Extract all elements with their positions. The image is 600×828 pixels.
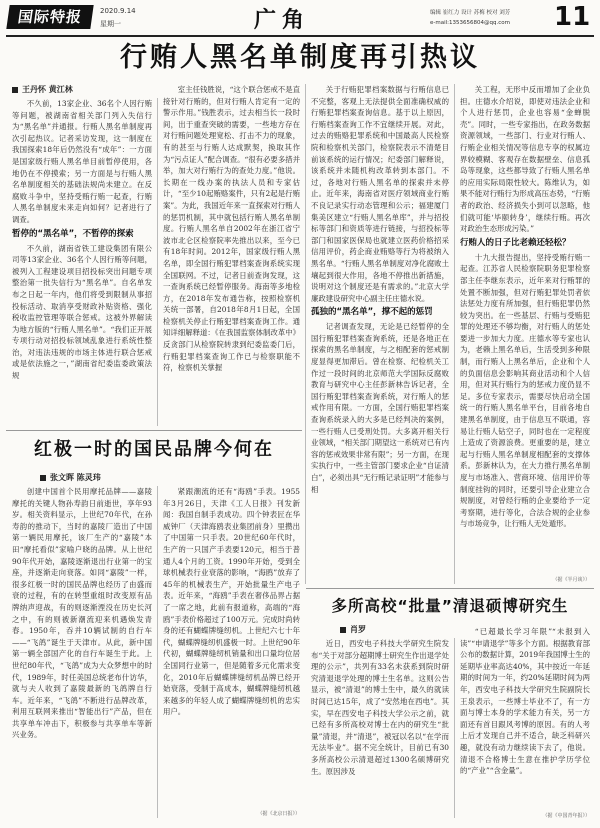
article3-col2-body: “已超最长学习年限”“未报到入读”“申请退学”等多个方面。根据教育部公布的数据计算，2019年我国博士生的延期毕业率高达40%，其中按近一年延期的时间为一年，约20%延期时间为两年，西安电子科技大学研究生院副院长王泉表示，一些博士毕业不了，有一方面与博士本身的学术能力有关，另一方面还有首目跟风考博的原因。有的人考上后才发现自己并不适合，缺乏科研兴趣，就没有动力继续读下去了，他说。清退不合格博士生意在推护学历学位的“产业”“含金量”。 xyxy=(460,627,590,776)
divider xyxy=(157,486,158,818)
editor-line: 编辑 崔红力 设计 苏梅 校对 刘芳 xyxy=(430,10,511,16)
article2-title: 红极一时的国民品牌今何在 xyxy=(34,439,274,460)
article1-col1-body: 不久前，湖南省铁工建设集团有限公司等13家企业、36名个人因行贿等问题，被列入工程建设项目招投标突出问题专项整治第一批失信行为“黑名单”。自名单发布之日起一年内，他们将受到限制从事招投标活动、取消享受财政补贴资格、强化税收监控管理等联合惩戒。这被外界解读为地方版的“行贿人黑名单”。“我们正开展专项行动对招投标领域乱象进行系统性整治，对违法违规的市场主体进行联合惩戒或是依法施之一，”湖南省纪委监委政策法规 xyxy=(12,243,152,381)
article3-top-rule xyxy=(306,588,594,589)
section-name: 广角 xyxy=(254,8,311,33)
article2-col1 xyxy=(12,486,152,818)
article1-subhead-3: 行贿人的日子比老赖还轻松？ xyxy=(460,237,571,248)
article1-col4-body-b: 十九大报告提出，坚持受贿行贿一起查。江苏省人民检察院职务犯罪检察部主任李继东表示，近年来对行贿罪的处置不断加强，但对行贿犯罪处罚者依法惩处力度有所加强，但行贿犯罪仍然较为突出。在一些基层、行贿与受贿犯罪的处理还不够均衡，对行贿人的惩处要进一步加大力度。庄德水等专家也认为，老赖上黑名单后，生活受到多种限制，而行贿人上黑名单后，企业和个人的负面信息会影响其商业活动和个人信用，但对其行贿行为的惩戒力度仍显不足。多位专家表示，需要尽快启动全国统一的行贿人黑名单平台，目前各地自建黑名单制度，由于信息互不联通，容易让行贿人钻空子，同时也在一定程度上造成了资源浪费。更重要的是，建立起与行贿人黑名单制度相配套的支撑体系。彭新林认为，在大力推行黑名单制度与市场准入、营商环境、信用评价等制度挂钩的同时，还要引导企业建立合规制度，对曾经行贿的企业要给予一定考察期，进行等化，合法合规的企业参与市场竞争，让行贿人无处遁形。 xyxy=(460,252,590,529)
divider xyxy=(305,84,306,584)
byline-square-icon xyxy=(40,475,46,481)
article3-col1-body: 近日，西安电子科技大学研究生院发布“关于对部分超期博士研究生作出退学处理的公示”，共列有33名未获系到院时研究清退退学处理的博士生名单。这则公告显示，被“清退”的博士生中，最久的就读时间已达15年，成了“安然地在西电”。其实，早在西安电子科技大学公示之前，就已经有多所高校对博士在内的研究生“批量”清退，并“清退”，被冠以名以“在学而无法毕业”。据不完全统计，目前已有30多所高校公示清退超过1300名硕博研究生。原因涉及 xyxy=(311,639,449,776)
article1-authors: 王丹怀 黄江林 xyxy=(22,85,73,94)
page-number: 11 xyxy=(554,2,591,32)
byline-square-icon xyxy=(12,87,18,93)
article1-byline xyxy=(12,84,73,95)
article1-intro: 不久前，13家企业、36名个人因行贿等问题，被湖南省相关部门列入失信行为“黑名单”并通报。行贿人黑名单制度再次引起热议。记者采访发现，这一制度在我国探索18年后仍然没有“成年”：一方面是国家级行贿人黑名单目前暂停使用，各地仍在不停摸索；另一方面是与行贿人黑名单制度相关的基础法规尚未建立。在反腐败斗争中，坚持受贿行贿一起查，行贿人黑名单制度未来走向如何？记者进行了调查。 xyxy=(12,99,152,224)
article2-col1-body: 创建中国首个民用摩托品牌——嘉陵摩托的关键人物孙寿韵日前逝世，享年93岁。相关资料显示，上世纪70年代，在孙寿韵的推动下，当时的嘉陵厂造出了中国第一辆民用摩托，该厂生产的“嘉陵”本田“摩托看似”家喻户晓的品牌。从上世纪90年代开始，嘉陵逐渐退出行业第一的宝座，并逐渐走向衰落。如同“嘉陵”一样，很多红极一时的国民品牌也经历了由盛而衰的过程，有的在转型重组时改变原有品牌纳声迎战，有的则逐渐湮没在历史长河之中，有的则被新潮流迎来机遇焕发青春。1950年，吞并10辆试制的自行车——“飞鸽”诞生于天津市。从此，新中国第一辆全部国产化的自行车诞生于此。上世纪80年代，“飞鸽”成为大众梦想中的时代，1989年，时任美国总统老布什访华，就与夫人收到了嘉陵最新的飞鸽牌自行车。近年来，“飞鸽”不断进行品牌改革，利用互联网来推出“智能出行”产品，但在共享单车冲击下，积极参与共享单车等新兴业务。 xyxy=(12,487,152,740)
article2-authors: 张文晖 陈灵玮 xyxy=(50,473,101,482)
article3-col2 xyxy=(460,626,590,810)
article2-col2 xyxy=(163,486,300,808)
article1-subhead-1: 暂停的“黑名单”，不暂停的探索 xyxy=(12,228,134,239)
article3-col1 xyxy=(311,638,449,818)
article2-top-rule xyxy=(6,430,302,431)
divider xyxy=(454,638,455,818)
article3-title: 多所高校“批量”清退硕博研究生 xyxy=(331,597,569,615)
masthead xyxy=(6,2,594,36)
article1-subhead-2: 孤独的“黑名单”，撑不起的惩罚 xyxy=(311,307,433,318)
article2-col2-body: 紧跟潮流的还有“海鸥”手表。1955年3月26日，天津《工人日报》刊发新闻：我国自制手表成功。四个钟表匠在华威钟厂（天津海鸥表业集团前身）里攒出了中国第一只手表。20世纪60年代时，生产的一只国产手表要120元，相当于普通人4个月的工资。1990年开始，受到全球机械表行业衰落的影响，“海鸥”放弃了45年的机械表生产，开始批量生产电子表。近年来，“海鸥”手表在奢侈品界占据了一席之地，此前有报道称，高端的“海鸥”手表价格超过了100万元。完成时尚转身的还有蝴蝶牌缝纫机。上世纪六七十年代，蝴蝶牌缝纫机盛极一时。上世纪90年代初，蝴蝶牌缝纫机销量和出口量均位居全国同行业第一，但是随着多元化需求变化，2010年后蝴蝶牌缝纫机品牌已经开始衰落，受制于高成本，蝴蝶牌缝纫机越来越多的年轻人成了蝴蝶牌缝纫机的忠实用户。 xyxy=(163,487,300,717)
newspaper-logo: 国际特报 xyxy=(6,5,93,29)
article1-col2-body: 室主任钱胜说，“这个联合惩戒不是直接针对行贿的，但对行贿人肯定有一定的警示作用。”钱胜表示，过去相当长一段时间，出于重查突破的需要，一些地方存在对行贿问题处理宽松、打击不力的现象，有的甚至与行贿人达成默契，换取其作为“污点证人”配合调查。“很有必要多措并举，加大对行贿行为的查处力度。”他说。长期在一线办案的执法人员和专家估计，“至少10起贿赂案件，只有2起是行贿案”。为此，我国近年来一直探索对行贿人的惩罚机制，其中就包括行贿人黑名单制度。行贿人黑名单自2002年在浙江省宁波市北仑区检察院率先推出以来，至今已有18年时间。2012年，国家级行贿人黑名单，即全国行贿犯罪档案查询系统实现全国联网。不过，记者日前查询发现，这一查询系统已经暂停服务。海南等多地检方，在2018年发布通告称，按照检察机关统一部署，自2018年8月1日起，全国检察机关停止行贿犯罪档案查询工作。通知详细解释道：《在我国监察体制改革中》反贪部门从检察院转隶到纪委监委门后，行贿犯罪档案查询工作已与检察职能不符，检察机关掌握 xyxy=(163,85,300,373)
article3-authors: 肖罗 xyxy=(350,625,366,634)
article1-col3 xyxy=(311,84,449,584)
article1-col4-body-a: 关工程，无形中反而增加了企业负担。庄德水介绍说，即使对违法企业和个人进行惩罚，企业也容易“金蝉脱壳”。同时，一些专家指出，在政务数据资源领域，一些部门、行业对行贿人、行贿企业相关情况等信息专享的权属边界较模糊、客观存在数据壁垒、信息孤岛等现象，这些都导致了行贿人黑名单的应用实际局限性较大。陈维认为，如果不能对行贿行为形成高压态势，“行贿者的政治、经济损失小到可以忽略，他们就可能‘毕颐转身’，继续行贿。再次对政治生态形成污染。” xyxy=(460,85,590,234)
article1-source: （据《半月谈》） xyxy=(552,577,590,583)
article1-col3-body-a: 关于行贿犯罪档案数据与行贿信息已不完整，客观上无法提供全面准确权威的行贿犯罪档案查询信息。基于以上原因，行贿档案查询工作不宜继续开展。对此，过去的贿赂犯罪系统和中国最高人民检察院和检察机关部门，检察院表示不清楚目前该系统的运行情况；纪委部门解释说，该系统并未随机构改革转到本部门。不过，各地对行贿人黑名单的探索并未停止。近年来，海南省对医疗领域商业行贿不良记录实行动态管理和公示；福建厦门集美区建立“行贿人黑名单库”，并与招投标等部门和资质等进行链接，与招投标等部门和国家医保局也就建立医药价格招采信用评价，药企商业贿赂等行为将被纳入黑名单。“行贿人黑名单制度对净化腐败土壤起到很大作用，各地不停推出新措施，说明对这个制度还是有需求的。”北京大学廉政建设研究中心副主任庄德水说。 xyxy=(311,85,449,303)
byline-square-icon xyxy=(340,627,346,633)
issue-weekday: 星期一 xyxy=(100,20,121,28)
article2-byline xyxy=(40,472,101,483)
article3-source: （据《中国青年报》） xyxy=(542,813,590,819)
article3-byline xyxy=(340,624,366,635)
article1-title: 行贿人黑名单制度再引热议 xyxy=(120,42,480,73)
header-rule xyxy=(6,35,594,37)
article1-col4 xyxy=(460,84,590,574)
issue-date: 2020.9.14 xyxy=(100,7,136,15)
divider xyxy=(454,84,455,584)
article1-col1 xyxy=(12,98,152,426)
contact-email: e-mail:1353656804@qq.com xyxy=(430,20,510,26)
article2-source: （据《北京日报》） xyxy=(257,811,300,817)
divider xyxy=(157,98,158,426)
article1-col3-body-b: 记者调查发现，无论是已经暂停的全国行贿犯罪档案查询系统，还是各地正在探索的黑名单制度，与之相配套的惩戒制度显得更加滞后。曾在检察、纪检机关工作过一段时间的北京师范大学国际反腐败教育与研究中心主任彭新林告诉记者，全国行贿犯罪档案查询系统，对行贿人的惩戒作用有限。一方面，全国行贿犯罪档案查询系统录入的大多是已经判决的案例，一些行贿人已受刑处罚。大多离开相关行业领域，“相关部门期望这一系统对已有内容的惩戒效果非常有限”；另一方面，在现实执行中，一些主管部门要求企业“自证清白”，必须出具“无行贿记录证明”才能参与相 xyxy=(311,322,449,494)
article1-col2 xyxy=(163,84,300,426)
